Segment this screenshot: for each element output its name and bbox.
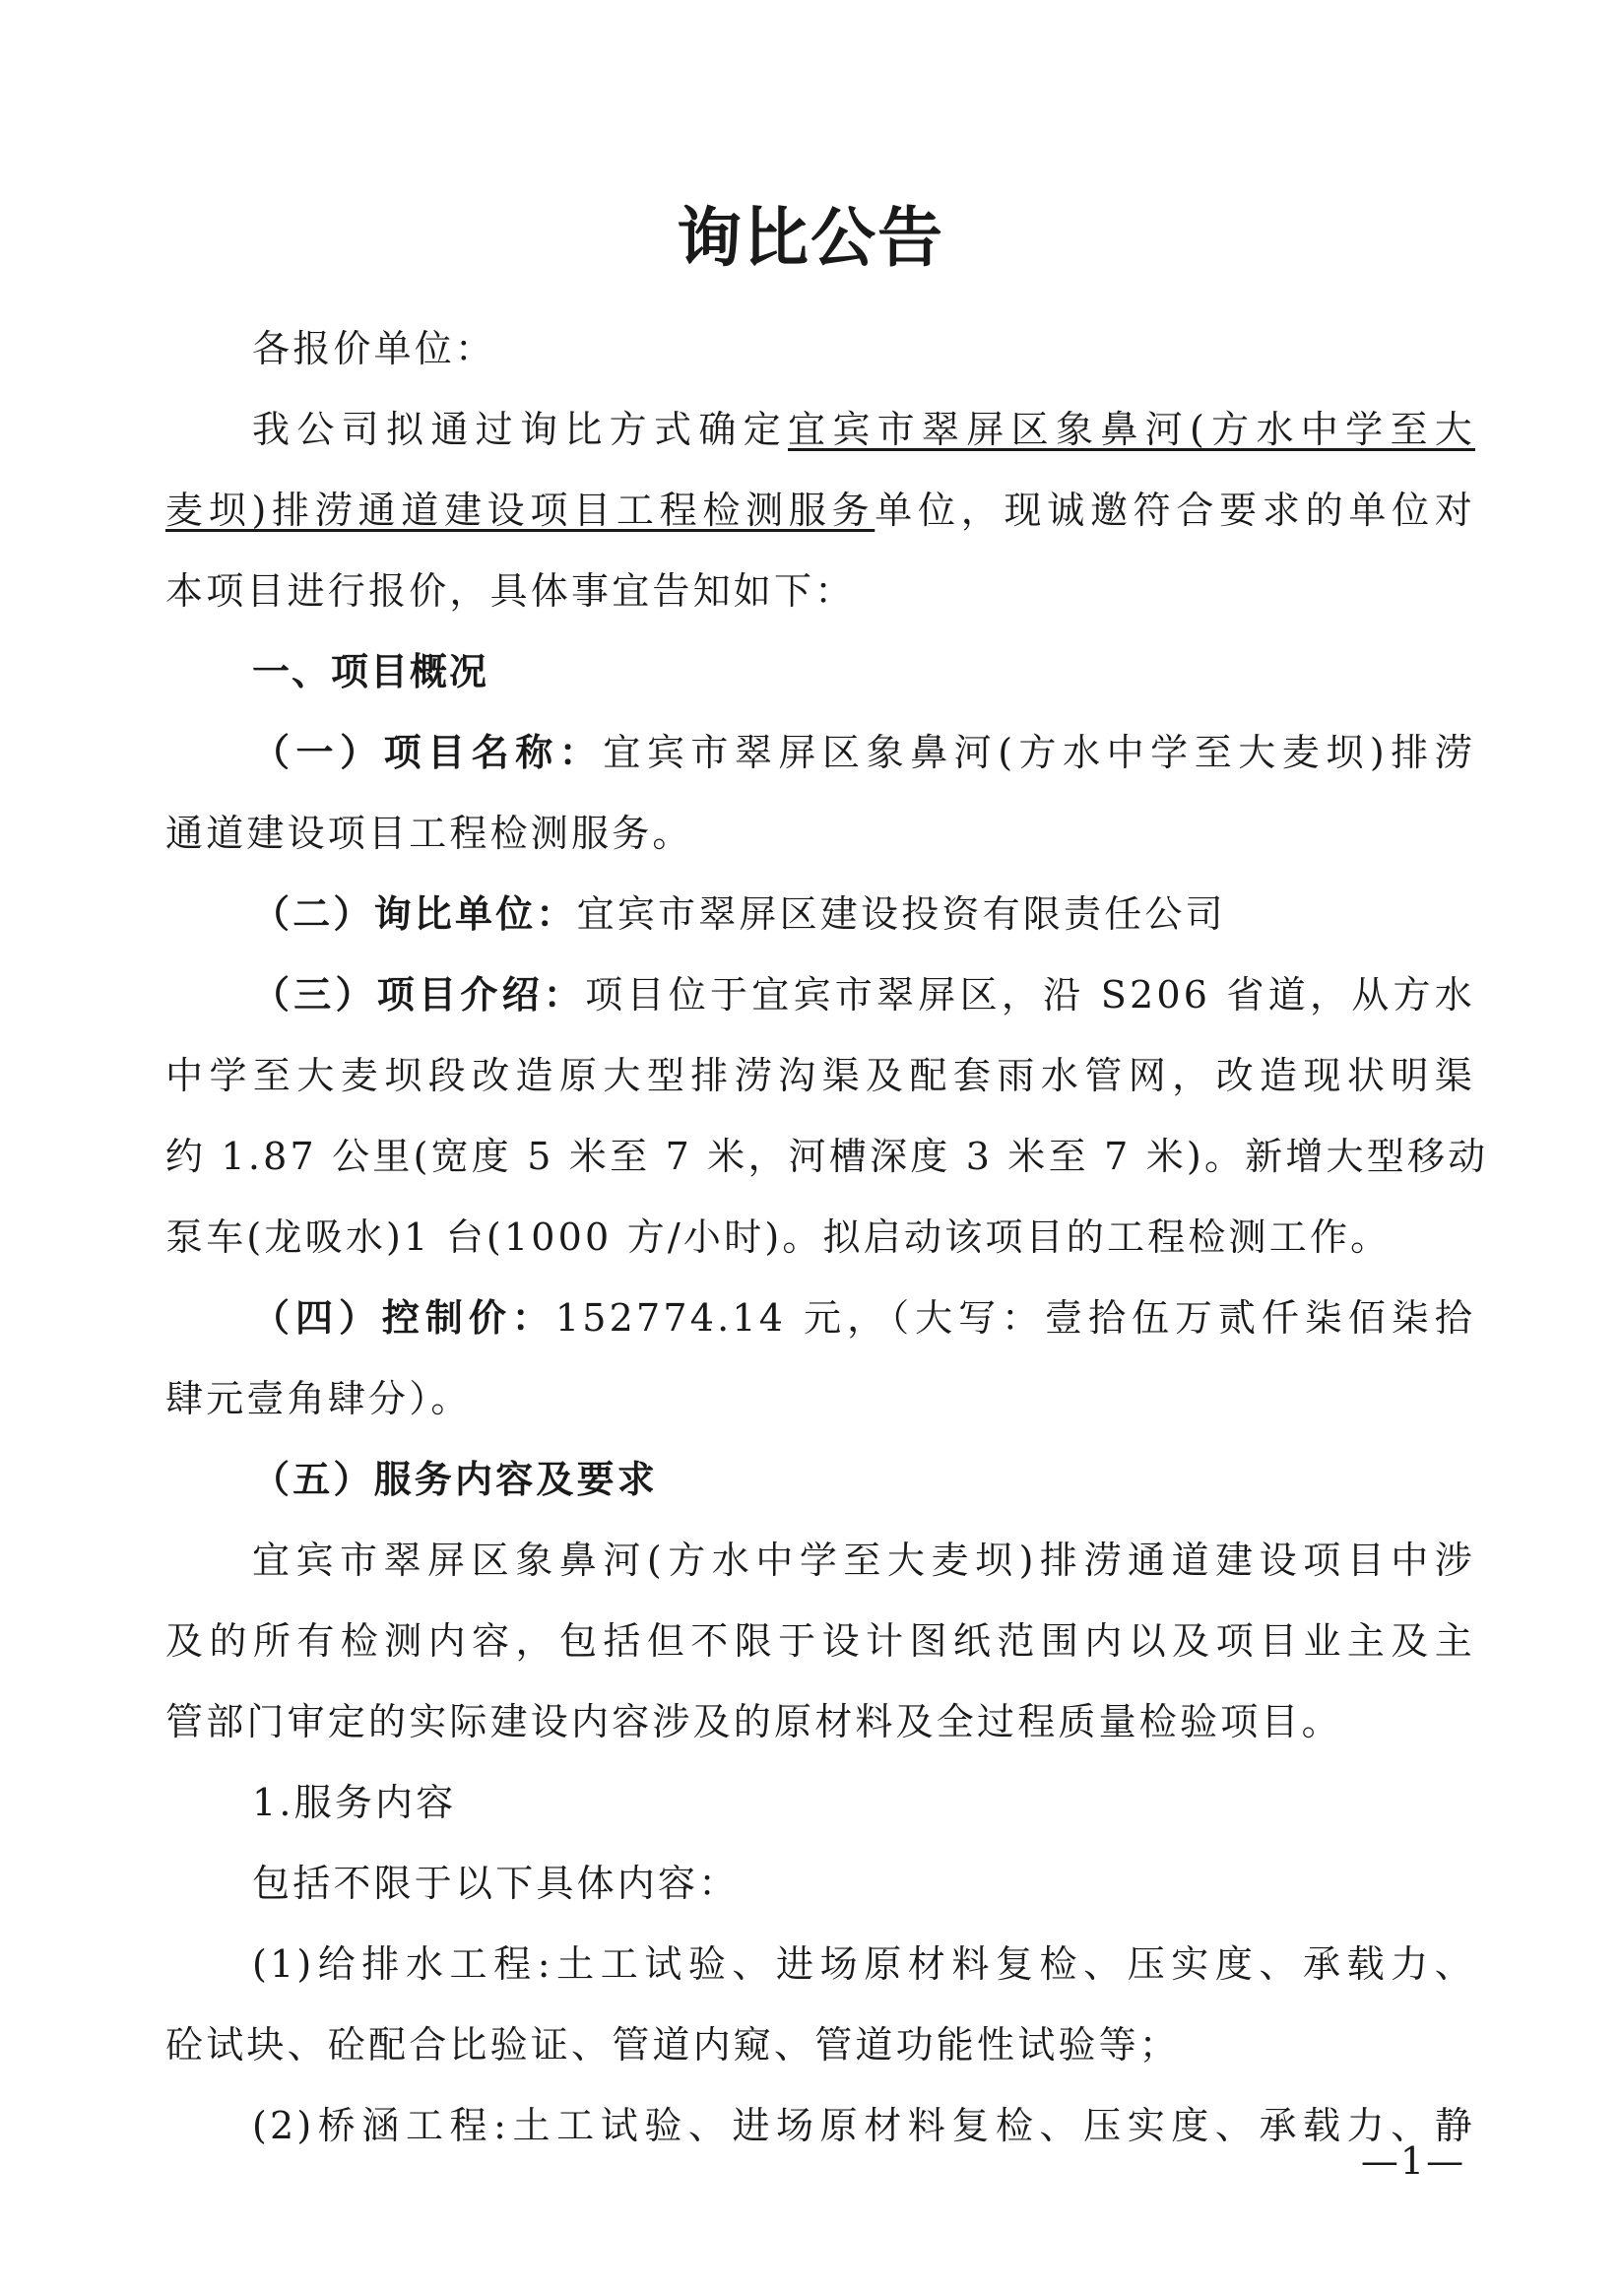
- control-price-line: [252, 1291, 1475, 1345]
- page-title: 询比公告: [677, 200, 944, 276]
- project-name-line-2: 通道建设项目工程检测服务。: [165, 812, 693, 855]
- subsection-intro: 包括不限于以下具体内容：: [252, 1862, 740, 1905]
- field-label: （二）询比单位：: [252, 891, 577, 936]
- salutation: 各报价单位：: [252, 327, 496, 370]
- project-name-line: [252, 726, 1475, 779]
- field-label: （四）控制价：: [252, 1295, 555, 1340]
- field-label: （三）项目介绍：: [252, 972, 586, 1017]
- project-name-underlined: 宜宾市翠屏区象鼻河(方水中学至大: [788, 408, 1476, 451]
- intro-line-1: [252, 403, 1475, 456]
- field-label: （一）项目名称：: [252, 730, 604, 774]
- service-line-3: 管部门审定的实际建设内容涉及的原材料及全过程质量检验项目。: [165, 1700, 1342, 1743]
- field-value: 152774.14 元，（大写：壹拾伍万贰仟柒佰柒拾: [554, 1296, 1475, 1340]
- intro-line-3: 本项目进行报价，具体事宜告知如下：: [165, 569, 856, 613]
- control-price-line-2: 肆元壹角肆分）。: [165, 1377, 472, 1420]
- project-intro-line-4: 泵车(龙吸水)1 台(1000 方/小时)。拟启动该项目的工程检测工作。: [165, 1215, 1392, 1259]
- project-intro-line-2: 中学至大麦坝段改造原大型排涝沟渠及配套雨水管网，改造现状明渠: [165, 1054, 1475, 1097]
- intro-text: 我公司拟通过询比方式确定: [252, 408, 788, 451]
- field-value: 宜宾市翠屏区建设投资有限责任公司: [576, 892, 1226, 936]
- field-value: 项目位于宜宾市翠屏区，沿 S206 省道，从方水: [585, 973, 1475, 1017]
- subsection-heading: 1.服务内容: [252, 1781, 457, 1824]
- list-item-2: (2)桥涵工程:土工试验、进场原材料复检、压实度、承载力、静: [252, 2104, 1475, 2147]
- inquiry-unit-line: [252, 887, 1475, 941]
- section-heading: 一、项目概况: [252, 650, 489, 693]
- project-name-underlined: 麦坝)排涝通道建设项目工程检测服务: [165, 489, 875, 532]
- page-number: —1—: [1360, 2139, 1466, 2183]
- field-value: 宜宾市翠屏区象鼻河(方水中学至大麦坝)排涝: [603, 731, 1475, 774]
- project-intro-line-3: 约 1.87 公里(宽度 5 米至 7 米，河槽深度 3 米至 7 米)。新增大型移动: [165, 1135, 1489, 1178]
- intro-text: 单位，现诚邀符合要求的单位对: [875, 489, 1475, 532]
- list-item-1: (1)给排水工程:土工试验、进场原材料复检、压实度、承载力、: [252, 1942, 1475, 1986]
- project-intro-line: [252, 968, 1475, 1021]
- list-item-1-cont: 砼试块、砼配合比验证、管道内窥、管道功能性试验等；: [165, 2023, 1181, 2066]
- service-line-1: 宜宾市翠屏区象鼻河(方水中学至大麦坝)排涝通道建设项目中涉: [252, 1539, 1476, 1582]
- intro-line-2: [165, 484, 1475, 537]
- service-line-2: 及的所有检测内容，包括但不限于设计图纸范围内以及项目业主及主: [165, 1619, 1475, 1663]
- service-heading: （五）服务内容及要求: [252, 1457, 659, 1501]
